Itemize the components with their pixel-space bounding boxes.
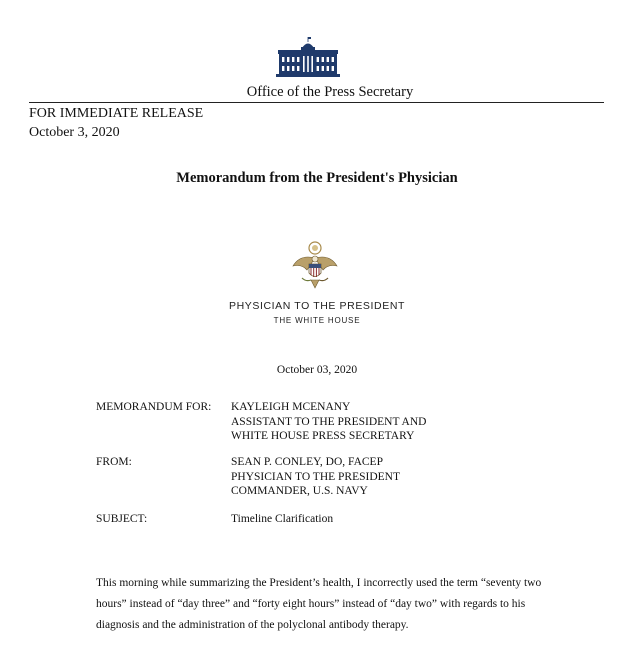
release-date: October 3, 2020 — [29, 125, 120, 140]
header-divider — [29, 102, 604, 103]
memo-body — [96, 573, 566, 636]
from-line: COMMANDER, U.S. NAVY — [231, 485, 368, 497]
memo-date: October 03, 2020 — [276, 364, 358, 376]
memo-body-line: hours” instead of “day three” and “forty eight hours” instead of “day two” with regards to his — [96, 598, 526, 610]
subject-label: SUBJECT: — [96, 513, 148, 525]
subject-value: Timeline Clarification — [231, 513, 334, 525]
memo-for-value — [231, 400, 426, 444]
memo-title: Memorandum from the President's Physician — [176, 170, 458, 186]
from-value — [231, 455, 400, 499]
letterhead-subtitle: THE WHITE HOUSE — [273, 316, 361, 325]
memo-for-label: MEMORANDUM FOR: — [96, 401, 212, 413]
release-label: FOR IMMEDIATE RELEASE — [29, 106, 204, 121]
from-line: PHYSICIAN TO THE PRESIDENT — [231, 470, 401, 483]
from-label: FROM: — [96, 456, 132, 468]
memo-body-line: diagnosis and the administration of the polyclonal antibody therapy. — [96, 619, 409, 631]
memo-for-line: KAYLEIGH MCENANY — [231, 401, 351, 413]
letterhead-title: PHYSICIAN TO THE PRESIDENT — [228, 300, 406, 312]
office-title: Office of the Press Secretary — [246, 84, 414, 100]
memo-for-line: WHITE HOUSE PRESS SECRETARY — [231, 430, 415, 442]
from-line: SEAN P. CONLEY, DO, FACEP — [231, 456, 383, 468]
white-house-icon — [276, 36, 340, 78]
memo-for-line: ASSISTANT TO THE PRESIDENT AND — [231, 415, 427, 428]
memo-body-line: This morning while summarizing the President’s health, I incorrectly used the term “seventy two — [96, 577, 542, 589]
presidential-eagle-seal-icon — [290, 240, 340, 292]
